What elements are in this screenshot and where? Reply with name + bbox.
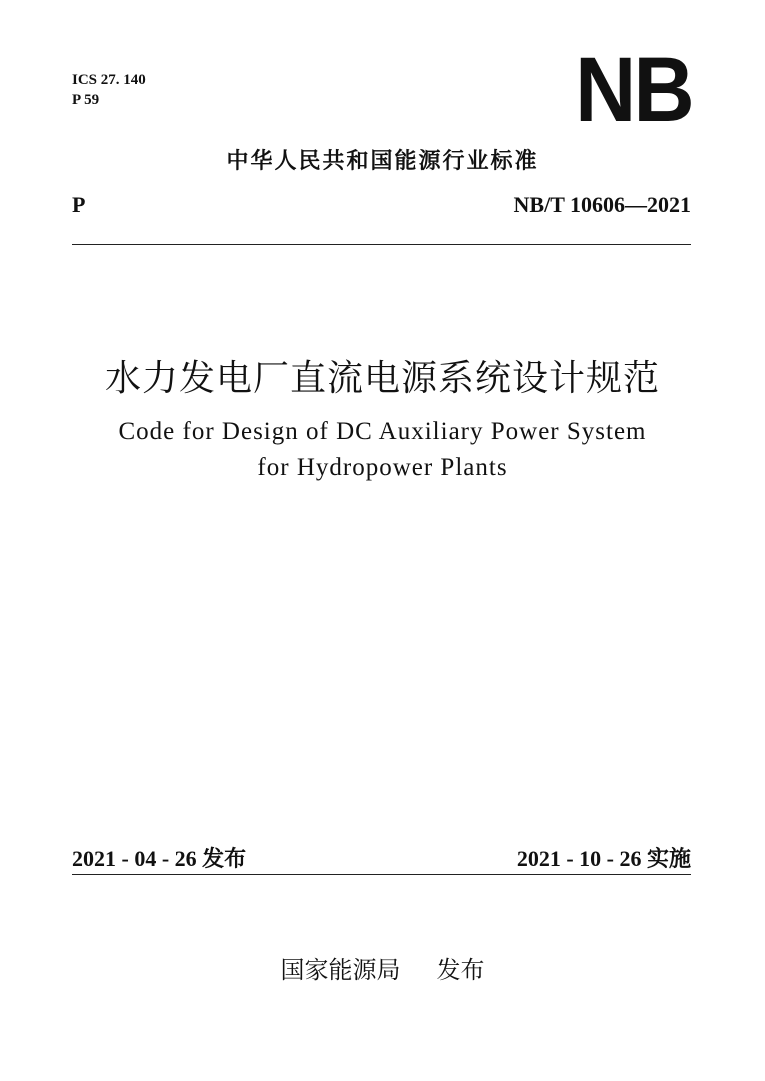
- implementation-date: 2021 - 10 - 26 实施: [516, 846, 691, 871]
- ccs-code: P 59: [72, 92, 100, 108]
- nb-logo: NB: [575, 39, 692, 141]
- standard-number: NB/T 10606—2021: [513, 192, 691, 217]
- issue-date: 2021 - 04 - 26 发布: [72, 846, 247, 871]
- title-en-line-2: for Hydropower Plants: [257, 454, 508, 481]
- standard-type-heading: 中华人民共和国能源行业标准: [226, 149, 539, 174]
- document-title-en: [0, 414, 765, 486]
- publisher-action: 发布: [436, 956, 485, 984]
- classification-codes: [72, 70, 146, 110]
- publisher-line: [0, 950, 765, 985]
- publisher-name: 国家能源局: [280, 956, 401, 984]
- title-en-line-1: Code for Design of DC Auxiliary Power System: [118, 418, 647, 445]
- footer-divider: [72, 874, 691, 875]
- document-title-cn: 水力发电厂直流电源系统设计规范: [104, 358, 660, 399]
- ics-code: ICS 27. 140: [72, 72, 146, 88]
- header-divider: [72, 244, 691, 245]
- category-letter: P: [72, 192, 86, 217]
